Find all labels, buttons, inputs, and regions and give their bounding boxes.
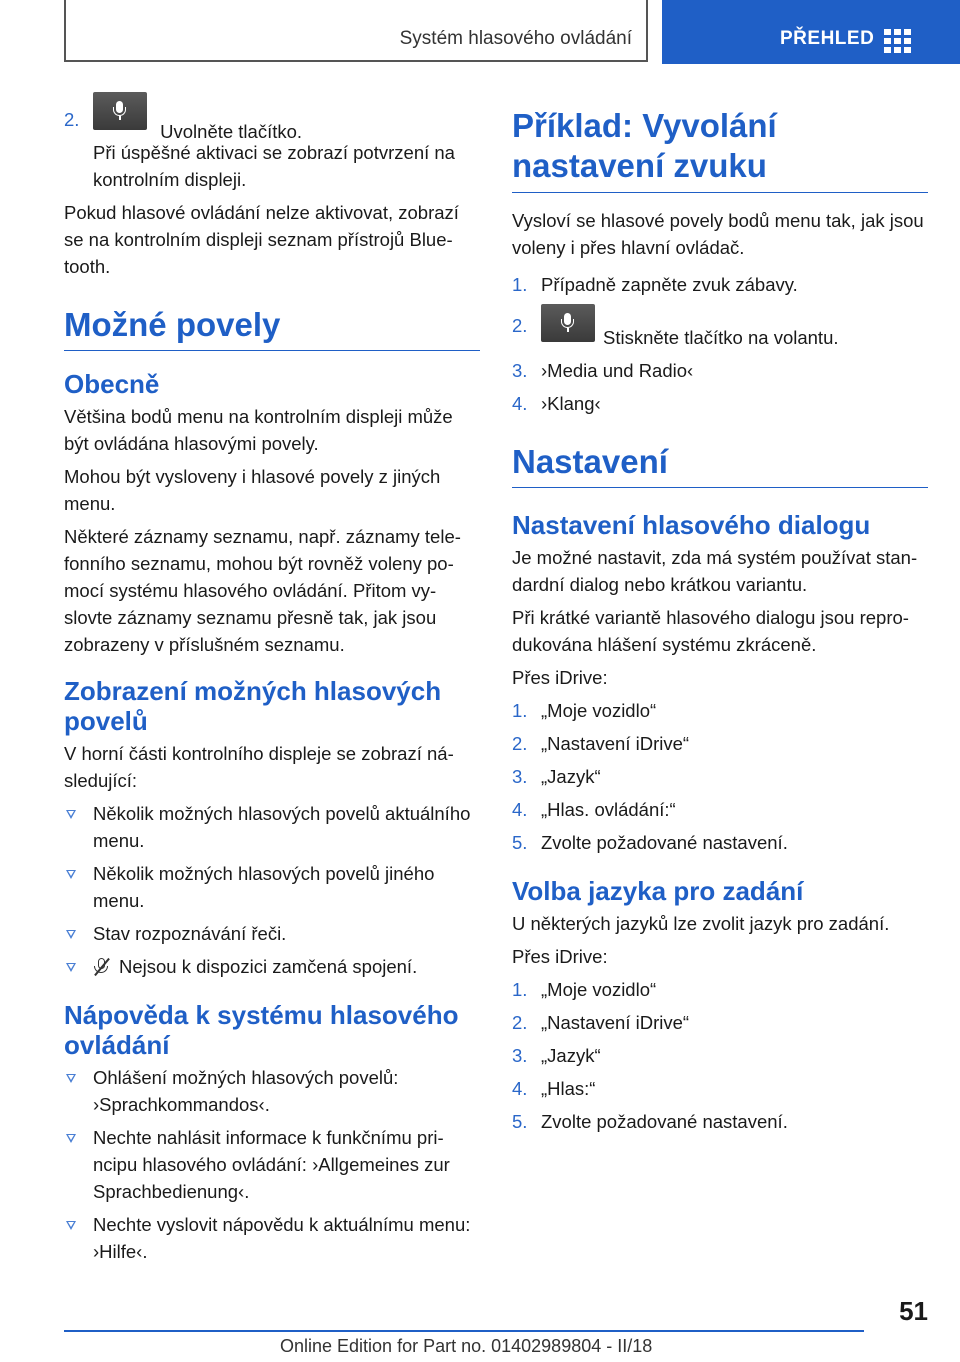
paragraph: Pokud hlasové ovládání nelze aktivovat, zobrazí se na kontrolním displeji seznam přístrojů Blue‐tooth. — [64, 202, 459, 277]
grid-menu-icon — [884, 29, 911, 53]
heading-mozne-povely: Možné povely — [64, 306, 480, 351]
list-item: Nechte vyslovit nápovědu k aktuálnímu menu: ›Hilfe‹. — [64, 1211, 480, 1265]
triangle-bullet-icon — [66, 930, 76, 939]
paragraph: Vysloví se hlasové povely bodů menu tak, jak jsou voleny i přes hlavní ovládač. — [512, 210, 924, 258]
step-number: 4. — [512, 393, 528, 414]
step-item: 3. „Jazyk“ — [512, 1045, 601, 1066]
step-number: 1. — [512, 274, 528, 295]
heading-zobrazeni: Zobrazení možných hlasových povelů — [64, 676, 442, 736]
tab-prehled-label: PŘEHLED — [780, 28, 875, 49]
triangle-bullet-icon — [66, 810, 76, 819]
step-item: 2. „Nastavení iDrive“ — [512, 733, 690, 754]
step-item: 4. „Hlas. ovládání:“ — [512, 799, 676, 820]
heading-priklad: Příklad: Vyvolání nastavení zvuku — [512, 106, 928, 193]
footer-edition-text: Online Edition for Part no. 01402989804 - II/18 — [280, 1336, 653, 1356]
paragraph: V horní části kontrolního displeje se zobrazí ná‐sledující: — [64, 743, 454, 791]
list-item: Nechte nahlásit informace k funkčnímu pri‐ncipu hlasového ovládání: ›Allgemeines zur Sprachbedienung‹. — [64, 1124, 480, 1205]
paragraph: Přes iDrive: — [512, 946, 608, 967]
list-item: Ohlášení možných hlasových povelů: ›Sprachkommandos‹. — [64, 1064, 480, 1118]
heading-jazyk: Volba jazyka pro zadání — [512, 876, 804, 906]
page-number: 51 — [899, 1296, 928, 1326]
step-item: 5. Zvolte požadované nastavení. — [512, 1111, 788, 1132]
left-column — [64, 106, 480, 1271]
tab-prehled[interactable] — [662, 0, 960, 64]
paragraph: U některých jazyků lze zvolit jazyk pro zadání. — [512, 913, 890, 934]
page-header — [0, 0, 960, 66]
list-item: Několik možných hlasových povelů aktuálního menu. — [64, 800, 480, 854]
step-item: 1. „Moje vozidlo“ — [512, 700, 657, 721]
triangle-bullet-icon — [66, 1074, 76, 1083]
list-item: Stav rozpoznávání řeči. — [64, 920, 480, 947]
triangle-bullet-icon — [66, 1221, 76, 1230]
heading-dialog: Nastavení hlasového dialogu — [512, 510, 871, 540]
step-text: ›Media und Radio‹ — [541, 360, 694, 381]
step-item — [64, 106, 480, 145]
step-item — [512, 271, 928, 298]
heading-nastaveni: Nastavení — [512, 443, 928, 488]
triangle-bullet-icon — [66, 1134, 76, 1143]
paragraph: Mohou být vysloveny i hlasové povely z jiných menu. — [64, 466, 441, 514]
right-column — [512, 106, 928, 1141]
paragraph: Při krátké variantě hlasového dialogu jsou repro‐dukována hlášení systému zkráceně. — [512, 607, 909, 655]
heading-obecne: Obecně — [64, 369, 160, 399]
microphone-button-icon — [541, 304, 595, 342]
header-title: Systém hlasového ovládání — [399, 28, 632, 49]
footer-divider — [64, 1330, 864, 1332]
step-subtext: Při úspěšné aktivaci se zobrazí potvrzení na kontrolním displeji. — [93, 142, 455, 190]
paragraph: Je možné nastavit, zda má systém používat stan‐dardní dialog nebo krátkou variantu. — [512, 547, 918, 595]
step-item — [512, 312, 928, 351]
step-item — [512, 357, 928, 384]
paragraph: Přes iDrive: — [512, 667, 608, 688]
header-title-box — [64, 0, 648, 62]
step-item — [512, 390, 928, 417]
step-number: 2. — [512, 315, 528, 336]
triangle-bullet-icon — [66, 963, 76, 972]
step-text: ›Klang‹ — [541, 393, 601, 414]
heading-napoveda: Nápověda k systému hlasového ovládání — [64, 1000, 459, 1060]
triangle-bullet-icon — [66, 870, 76, 879]
paragraph: Většina bodů menu na kontrolním displeji může být ovládána hlasovými povely. — [64, 406, 453, 454]
step-text: Uvolněte tlačítko. — [160, 121, 303, 142]
step-item: 3. „Jazyk“ — [512, 766, 601, 787]
step-item: 2. „Nastavení iDrive“ — [512, 1012, 690, 1033]
list-item: Nejsou k dispozici zamčená spojení. — [64, 953, 480, 980]
step-item: 1. „Moje vozidlo“ — [512, 979, 657, 1000]
step-text: Případně zapněte zvuk zábavy. — [541, 274, 798, 295]
microphone-off-icon — [93, 958, 111, 976]
paragraph: Některé záznamy seznamu, např. záznamy tele‐fonního seznamu, mohou být rovněž voleny po‐mocí systému hlasového ovládání. Přitom vy‐slovte záznamy seznamu přesně tak, jak jsou zobrazeny v příslušném seznamu. — [64, 526, 461, 655]
step-number: 2. — [64, 109, 80, 130]
step-text: Stiskněte tlačítko na volantu. — [603, 327, 839, 348]
microphone-button-icon — [93, 92, 147, 130]
step-item: 5. Zvolte požadované nastavení. — [512, 832, 788, 853]
list-item: Několik možných hlasových povelů jiného menu. — [64, 860, 480, 914]
step-number: 3. — [512, 360, 528, 381]
step-item: 4. „Hlas:“ — [512, 1078, 596, 1099]
